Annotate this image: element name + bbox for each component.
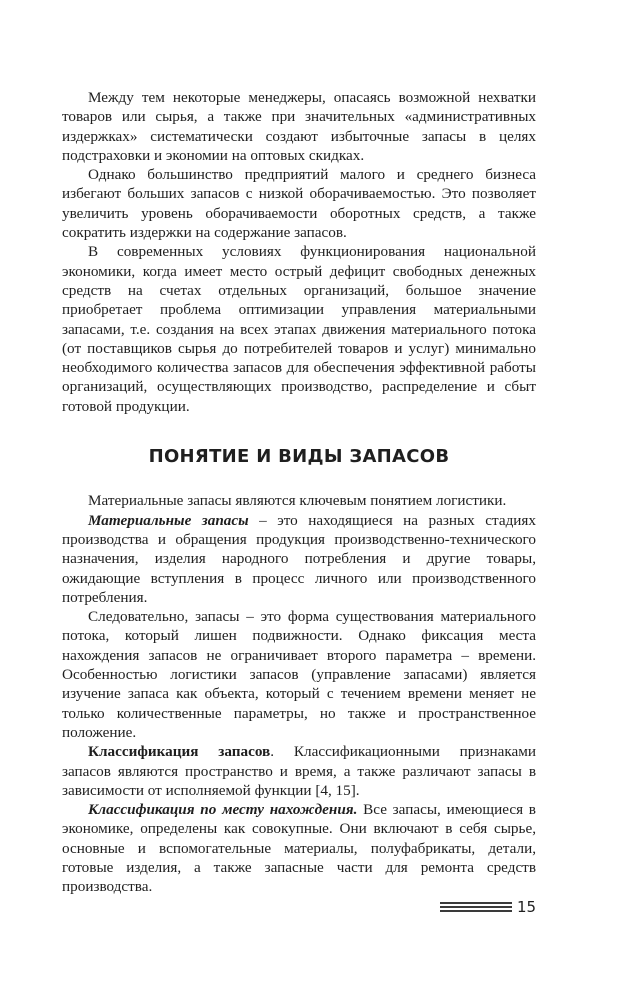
section-heading: ПОНЯТИЕ И ВИДЫ ЗАПАСОВ [148,446,450,468]
paragraph: Следовательно, запасы – это форма существования материального потока, который лишен подвижности. Однако фиксация места нахождения запасов не ограничивает второго параметра – времени. Особенностью логистики запасов (управление запасами) является изучение запаса как объекта, который с течением времени меняет не только количественные параметры, но также и пространственное положение. [62,608,536,741]
page-body [62,88,536,897]
paragraph: В современных условиях функционирования национальной экономики, когда имеет место острый дефицит свободных денежных средств на счетах отдельных организаций, большое значение приобретает проблема оптимизации управления материальными запасами, т.е. создания на всех этапах движения материального потока (от поставщиков сырья до потребителей товаров и услуг) минимально необходимого количества запасов для обеспечения эффективной работы организаций, осуществляющих производство, распределение и сбыт готовой продукции. [62,243,536,415]
definition-paragraph [62,511,536,607]
page-footer [440,898,536,918]
paragraph: Между тем некоторые менеджеры, опасаясь возможной нехватки товаров или сырья, а также при значительных «административных издержках» систематически создают избыточные запасы в целях подстраховки и экономии на оптовых скидках. [62,89,536,164]
location-text: Все запасы, имеющиеся в экономике, определены как совокупные. Они включают в себя сырье, основные и вспомогательные материалы, полуфабрикаты, детали, готовые изделия, а также запасные части для ремонта средств производства. [62,801,536,896]
term-bold: Классификация запасов [88,743,271,761]
definition-text: – это находящиеся на разных стадиях производства и обращения продукция производственно-технического назначения, изделия народного потребления и другие товары, ожидающие вступления в процесс личного или производственного потребления. [62,511,537,606]
footer-rule-lines [440,902,512,914]
paragraph: Материальные запасы являются ключевым понятием логистики. [88,492,507,510]
term-bold-italic: Классификация по месту нахождения. [88,801,358,819]
paragraph: Однако большинство предприятий малого и среднего бизнеса избегают больших запасов с низкой оборачиваемостью. Это позволяет увеличить уровень оборачиваемости оборотных средств, а также сократить издержки на содержание запасов. [62,166,536,242]
location-paragraph [62,800,536,896]
classification-text: . Классификационными признаками запасов являются пространство и время, а также различают запасы в зависимости от исполняемой функции [4, 15]. [62,743,536,799]
classification-paragraph [62,742,536,800]
term-bold-italic: Материальные запасы [88,511,249,529]
page-number: 15 [517,898,537,916]
